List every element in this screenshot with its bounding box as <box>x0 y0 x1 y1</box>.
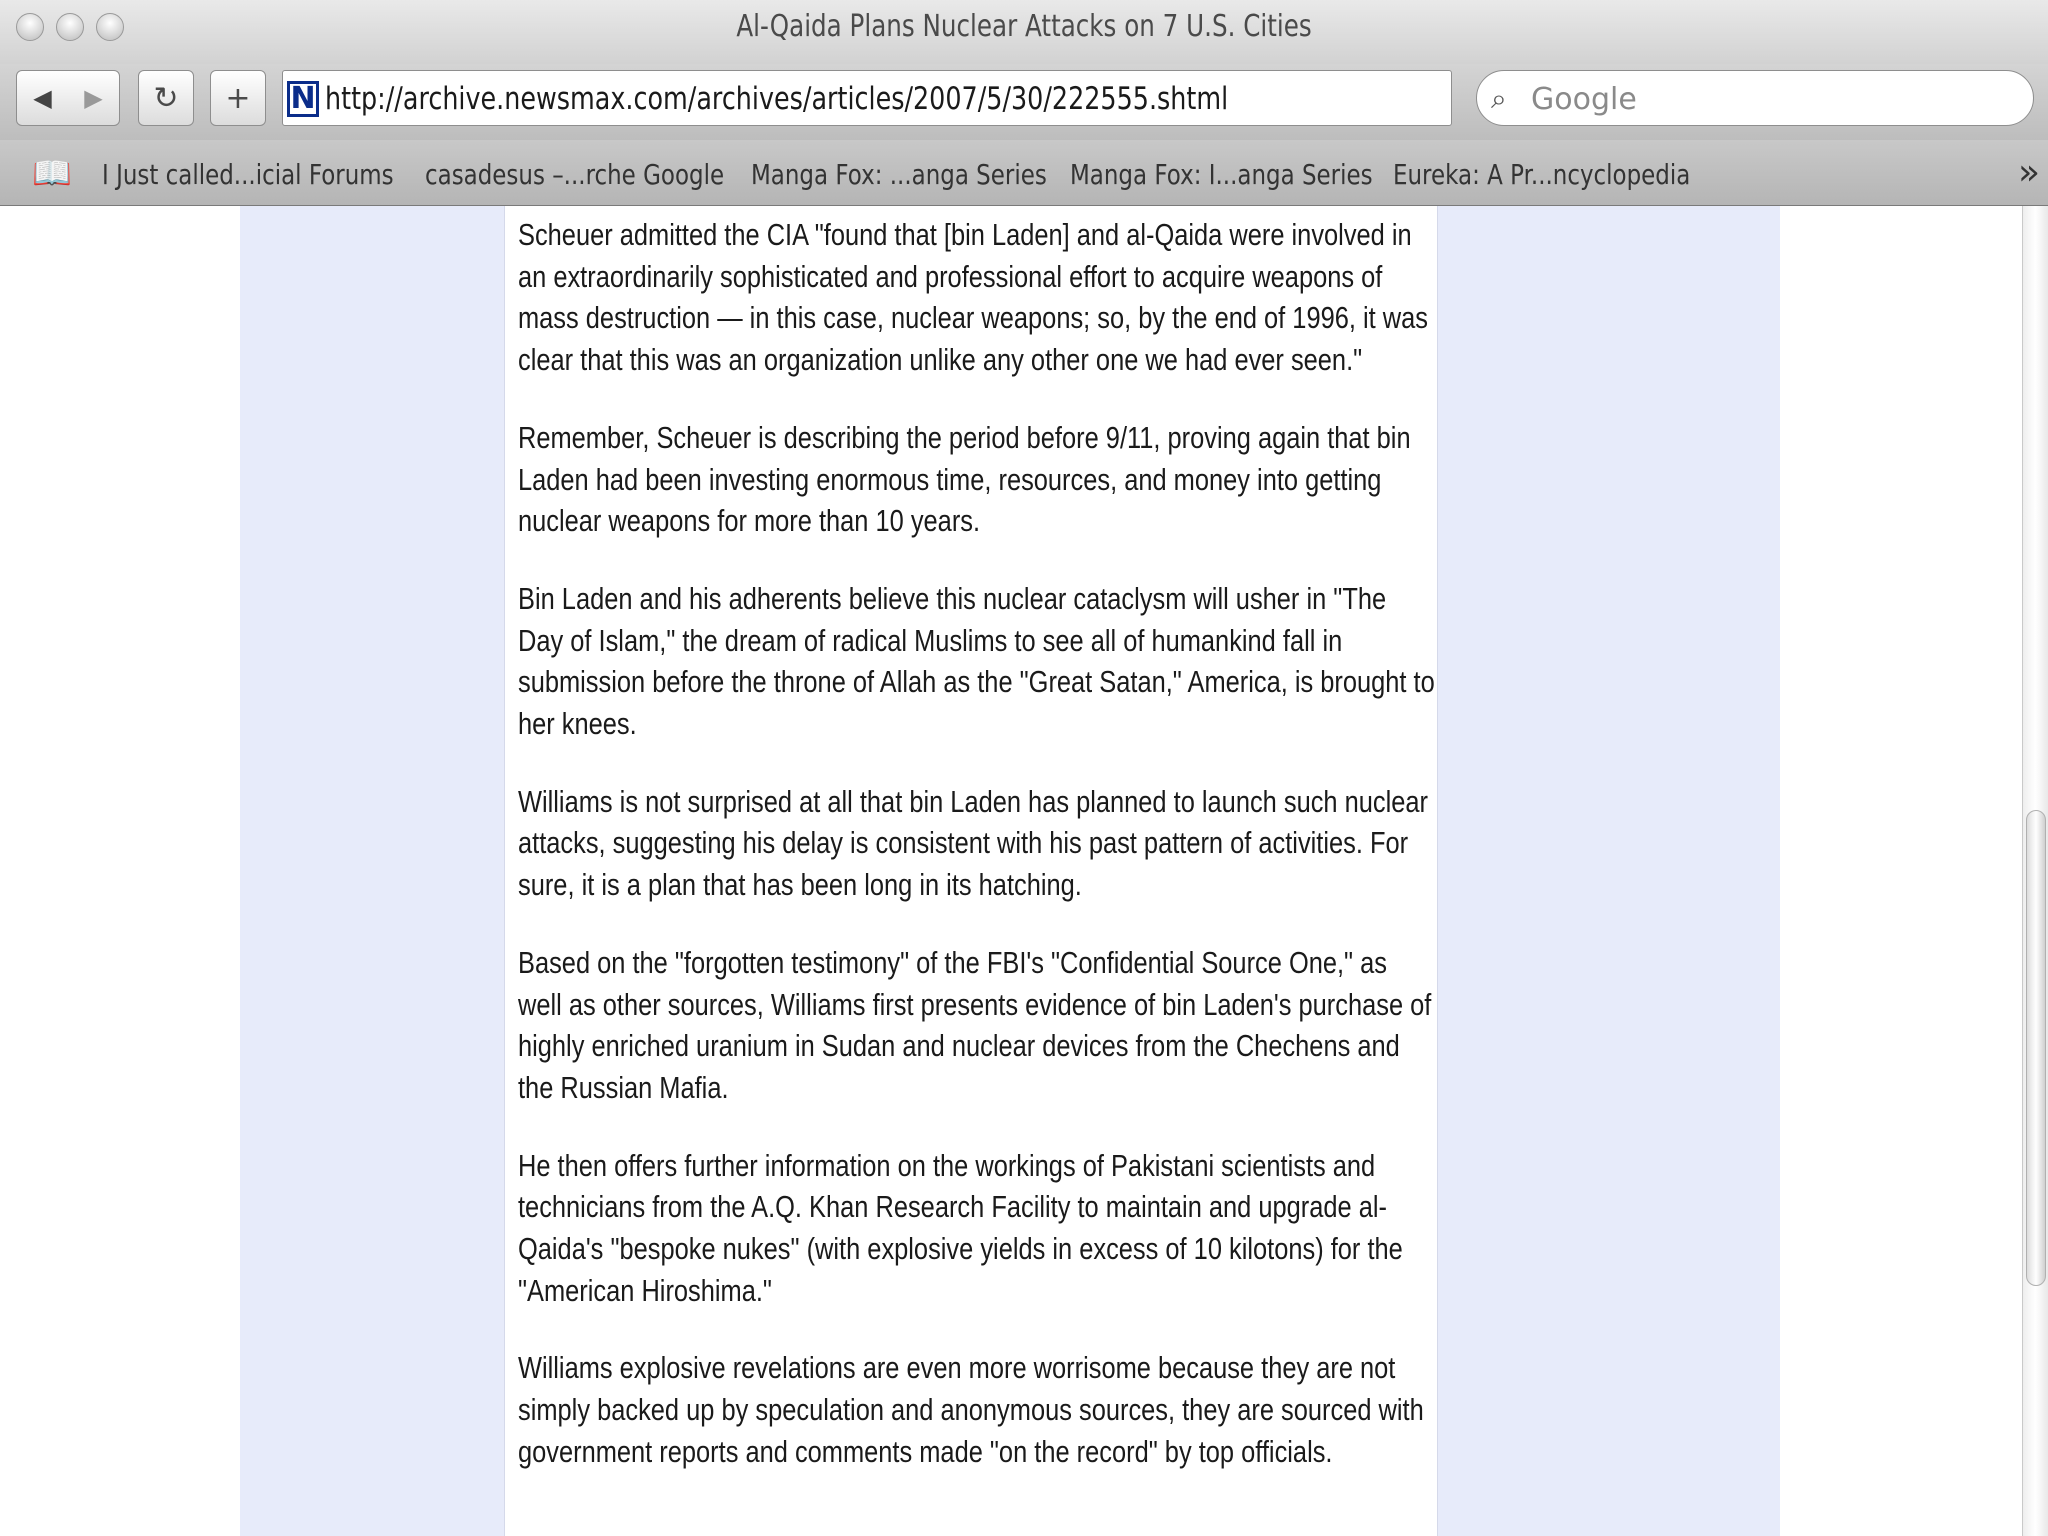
bookmarks-bar <box>0 140 2048 206</box>
newsmax-site-icon: N <box>287 81 319 117</box>
vertical-scrollbar[interactable] <box>2022 206 2048 1536</box>
reload-button[interactable] <box>138 70 194 126</box>
article-paragraph: He then offers further information on the workings of Pakistani scientists and technicians from the A.Q. Khan Research Facility to maintain and upgrade al-Qaida's "bespoke nukes" (with explosive yields in excess of 10 kilotons) for the "American Hiroshima." <box>518 1147 1403 1308</box>
bookmark-item[interactable]: Eureka: A Pr...ncyclopedia <box>1393 158 1691 191</box>
bookmarks-overflow-icon[interactable]: » <box>2017 152 2040 193</box>
article-paragraph: Williams explosive revelations are even more worrisome because they are not simply backed up by speculation and anonymous sources, they are sourced with government reports and comments made "on the record" by top officials. <box>518 1350 1424 1469</box>
article-paragraph: Bin Laden and his adherents believe this nuclear cataclysm will usher in "The Day of Islam," the dream of radical Muslims to see all of humankind fall in submission before the throne of Allah as the "Great Satan," America, is brought to her knees. <box>518 580 1435 742</box>
window-title: Al-Qaida Plans Nuclear Attacks on 7 U.S. Cities <box>736 9 1312 44</box>
bookmark-item[interactable]: Manga Fox: ...anga Series <box>751 158 1047 191</box>
address-bar[interactable] <box>282 70 1452 126</box>
bookmark-item[interactable]: I Just called...icial Forums <box>102 158 394 191</box>
browser-toolbar <box>0 64 2048 140</box>
close-window-button[interactable] <box>16 13 44 41</box>
bookmark-item[interactable]: Manga Fox: I...anga Series <box>1070 158 1373 191</box>
article-paragraph: Scheuer admitted the CIA "found that [bin Laden] and al-Qaida were involved in an extraordinarily sophisticated and professional effort to acquire weapons of mass destruction — in this case, nuclear weapons; so, by the end of 1996, it was clear that this was an organization unlike any other one we had ever seen." <box>518 217 1428 378</box>
minimize-window-button[interactable] <box>56 13 84 41</box>
article-paragraph: Based on the "forgotten testimony" of the FBI's "Confidential Source One," as well as other sources, Williams first presents evidence of bin Laden's purchase of highly enriched uranium in Sudan and nuclear devices from the Chechens and the Russian Mafia. <box>518 944 1432 1105</box>
zoom-window-button[interactable] <box>96 13 124 41</box>
article-body <box>518 214 1436 1509</box>
bookmark-item[interactable]: casadesus –...rche Google <box>425 158 725 191</box>
search-input[interactable] <box>1529 71 2013 127</box>
bookmarks-book-icon[interactable]: 📖 <box>32 154 72 192</box>
url-text[interactable]: http://archive.newsmax.com/archives/articles/2007/5/30/222555.shtml <box>325 81 1229 117</box>
add-bookmark-button[interactable] <box>210 70 266 126</box>
forward-icon[interactable]: ▶ <box>84 84 103 112</box>
article-paragraph: Williams is not surprised at all that bin Laden has planned to launch such nuclear attacks, suggesting his delay is consistent with his past pattern of activities. For sure, it is a plan that has been long in its hatching. <box>518 783 1428 903</box>
back-icon[interactable]: ◀ <box>33 84 52 112</box>
title-bar <box>0 0 2048 64</box>
plus-icon: + <box>225 80 251 116</box>
article-paragraph: Remember, Scheuer is describing the period before 9/11, proving again that bin Laden had been investing enormous time, resources, and money into getting nuclear weapons for more than 10 years. <box>518 419 1411 539</box>
scrollbar-thumb[interactable] <box>2026 810 2046 1286</box>
back-forward-buttons <box>16 70 120 126</box>
search-field[interactable] <box>1476 70 2034 126</box>
reload-icon: ↻ <box>153 80 179 116</box>
search-icon[interactable]: ⌕ <box>1491 82 1507 115</box>
